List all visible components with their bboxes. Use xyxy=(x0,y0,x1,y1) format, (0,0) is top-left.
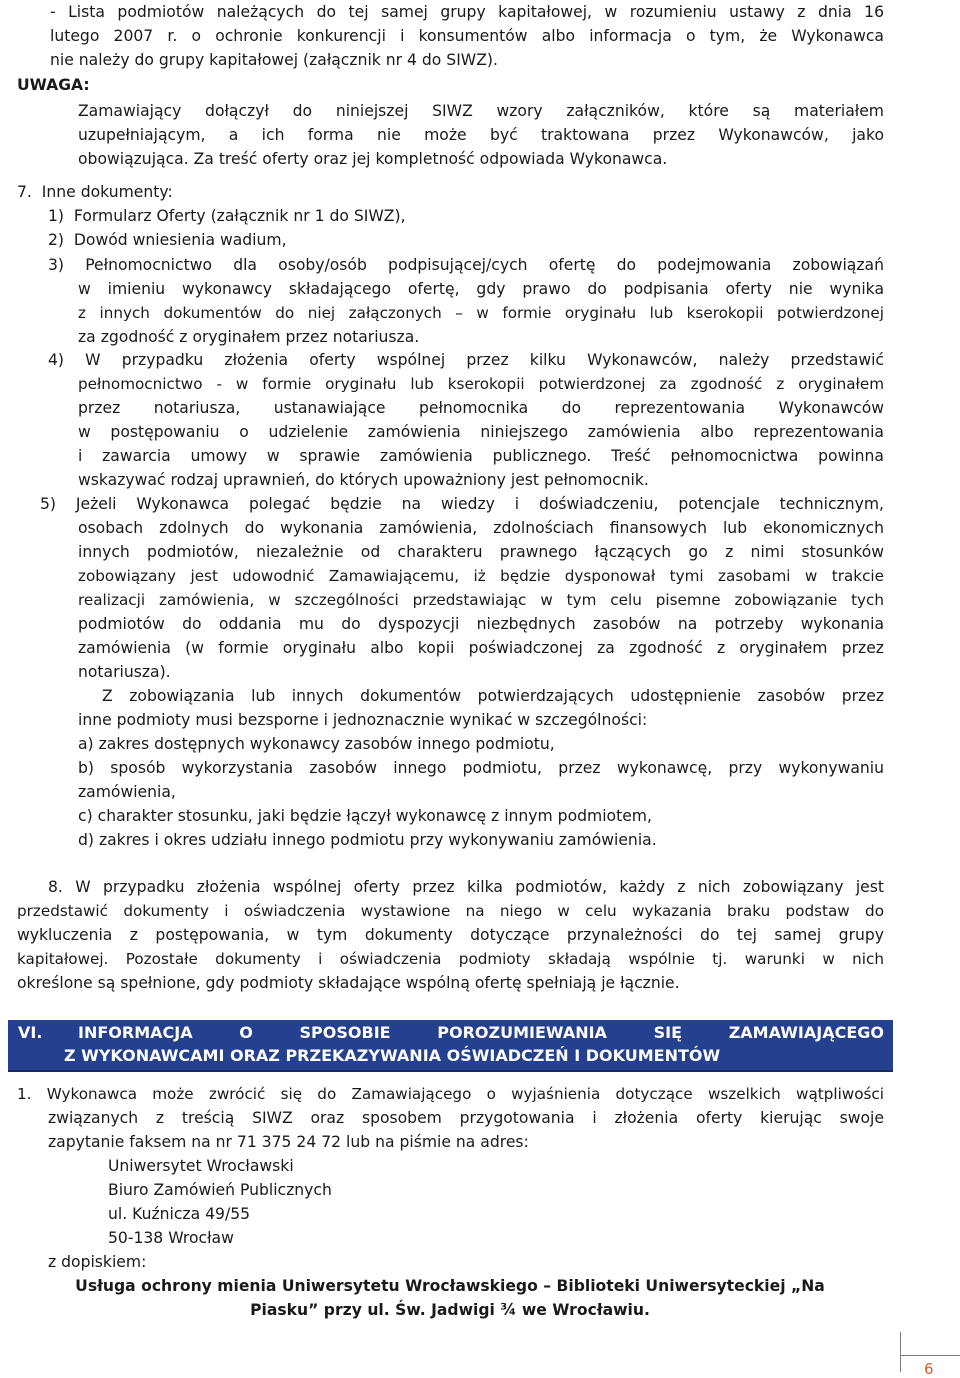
text-line: zamówienia (w formie oryginału albo kopii poświadczonej za zgodność z oryginałem przez xyxy=(78,639,884,657)
address-line: ul. Kuźnicza 49/55 xyxy=(108,1205,251,1223)
list-item: 8. W przypadku złożenia wspólnej oferty przez kilka podmiotów, każdy z nich zobowiązany jest xyxy=(48,878,884,896)
text-line: przez notariusza, ustanawiające pełnomocnika do reprezentowania Wykonawców xyxy=(78,399,884,417)
text-line: notariusza). xyxy=(78,663,171,681)
section-number: VI. xyxy=(18,1023,43,1042)
bold-note: Usługa ochrony mienia Uniwersytetu Wrocławskiego – Biblioteki Uniwersyteckiej „Na xyxy=(75,1277,825,1295)
text-line: lutego 2007 r. o ochronie konkurencji i konsumentów albo informacja o tym, że Wykonawca xyxy=(50,27,884,45)
text-line: określone są spełnione, gdy podmioty składające wspólną ofertę spełniają je łącznie. xyxy=(17,974,680,992)
text-line: Z zobowiązania lub innych dokumentów potwierdzających udostępnienie zasobów przez xyxy=(102,687,884,705)
text-line: przedstawić dokumenty i oświadczenia wystawione na niego w celu wykazania braku podstaw do xyxy=(17,902,884,920)
text-line: zobowiązany jest udowodnić Zamawiającemu, iż będzie dysponował tymi zasobami w trakcie xyxy=(78,567,884,585)
list-item: c) charakter stosunku, jaki będzie łączył wykonawcę z innym podmiotem, xyxy=(78,807,652,825)
text-line: obowiązująca. Za treść oferty oraz jej kompletność odpowiada Wykonawca. xyxy=(78,150,668,168)
section-title: Z WYKONAWCAMI ORAZ PRZEKAZYWANIA OŚWIADCZEŃ I DOKUMENTÓW xyxy=(64,1046,721,1065)
text-line: kapitałowej. Pozostałe dokumenty i oświadczenia podmioty składają wspólnie tj. warunki w nich xyxy=(17,950,884,968)
list-item: 5) Jeżeli Wykonawca polegać będzie na wiedzy i doświadczeniu, potencjale technicznym, xyxy=(40,495,884,513)
text-line: wykluczenia z postępowania, w tym dokumenty dotyczące przynależności do tej samej grupy xyxy=(17,926,884,944)
text-line: - Lista podmiotów należących do tej samej grupy kapitałowej, w rozumieniu ustawy z dnia 16 xyxy=(50,3,884,21)
text-line: zamówienia, xyxy=(78,783,176,801)
text-line: za zgodność z oryginałem przez notariusza. xyxy=(78,328,420,346)
list-item: 4) W przypadku złożenia oferty wspólnej przez kilku Wykonawców, należy przedstawić xyxy=(48,351,884,369)
text-line: realizacji zamówienia, w szczególności przedstawiając w tym celu pisemne zobowiązanie tych xyxy=(78,591,884,609)
text-line: związanych z treścią SIWZ oraz sposobem przygotowania i złożenia oferty kierując swoje xyxy=(48,1109,884,1127)
text-line: inne podmioty musi bezsporne i jednoznacznie wynikać w szczególności: xyxy=(78,711,648,729)
section-banner xyxy=(8,1020,893,1072)
text-line: z innych dokumentów do niej załączonych – w formie oryginału lub kserokopii potwierdzonej xyxy=(78,304,884,322)
section-heading: 7. Inne dokumenty: xyxy=(17,183,173,201)
note-heading: UWAGA: xyxy=(17,76,90,94)
text-line: wskazywać rodzaj uprawnień, do których upoważniony jest pełnomocnik. xyxy=(78,471,649,489)
text-line: z dopiskiem: xyxy=(48,1253,147,1271)
address-line: 50-138 Wrocław xyxy=(108,1229,234,1247)
text-line: zapytanie faksem na nr 71 375 24 72 lub na piśmie na adres: xyxy=(48,1133,529,1151)
text-line: i zawarcia umowy w sprawie zamówienia publicznego. Treść pełnomocnictwa powinna xyxy=(78,447,884,465)
list-item: b) sposób wykorzystania zasobów innego podmiotu, przez wykonawcę, przy wykonywaniu xyxy=(78,759,884,777)
page-number: 6 xyxy=(924,1360,934,1378)
text-line: Zamawiający dołączył do niniejszej SIWZ wzory załączników, które są materiałem xyxy=(78,102,884,120)
list-item: a) zakres dostępnych wykonawcy zasobów innego podmiotu, xyxy=(78,735,555,753)
footer-divider xyxy=(900,1355,960,1356)
text-line: uzupełniającym, a ich forma nie może być traktowana przez Wykonawców, jako xyxy=(78,126,884,144)
section-title: INFORMACJA O SPOSOBIE POROZUMIEWANIA SIĘ ZAMAWIAJĄCEGO xyxy=(78,1023,884,1042)
list-item: 1. Wykonawca może zwrócić się do Zamawiającego o wyjaśnienia dotyczące wszelkich wątpliwości xyxy=(17,1085,884,1103)
text-line: pełnomocnictwo - w formie oryginału lub kserokopii potwierdzonej za zgodność z oryginałem xyxy=(78,375,884,393)
text-line: innych podmiotów, niezależnie od charakteru prawnego łączących go z nimi stosunków xyxy=(78,543,884,561)
text-line: nie należy do grupy kapitałowej (załącznik nr 4 do SIWZ). xyxy=(50,51,498,69)
bold-note: Piasku” przy ul. Św. Jadwigi ¾ we Wrocławiu. xyxy=(250,1301,650,1319)
text-line: w imieniu wykonawcy składającego ofertę, gdy prawo do podpisania oferty nie wynika xyxy=(78,280,884,298)
list-item: 1) Formularz Oferty (załącznik nr 1 do SIWZ), xyxy=(48,207,406,225)
text-line: podmiotów do oddania mu do dyspozycji niezbędnych zasobów na potrzeby wykonania xyxy=(78,615,884,633)
footer-divider xyxy=(900,1332,901,1372)
list-item: 3) Pełnomocnictwo dla osoby/osób podpisującej/cych ofertę do podejmowania zobowiązań xyxy=(48,256,884,274)
text-line: w postępowaniu o udzielenie zamówienia niniejszego zamówienia albo reprezentowania xyxy=(78,423,884,441)
address-line: Uniwersytet Wrocławski xyxy=(108,1157,294,1175)
text-line: osobach zdolnych do wykonania zamówienia, zdolnościach finansowych lub ekonomicznych xyxy=(78,519,884,537)
address-line: Biuro Zamówień Publicznych xyxy=(108,1181,332,1199)
list-item: d) zakres i okres udziału innego podmiotu przy wykonywaniu zamówienia. xyxy=(78,831,657,849)
list-item: 2) Dowód wniesienia wadium, xyxy=(48,231,287,249)
